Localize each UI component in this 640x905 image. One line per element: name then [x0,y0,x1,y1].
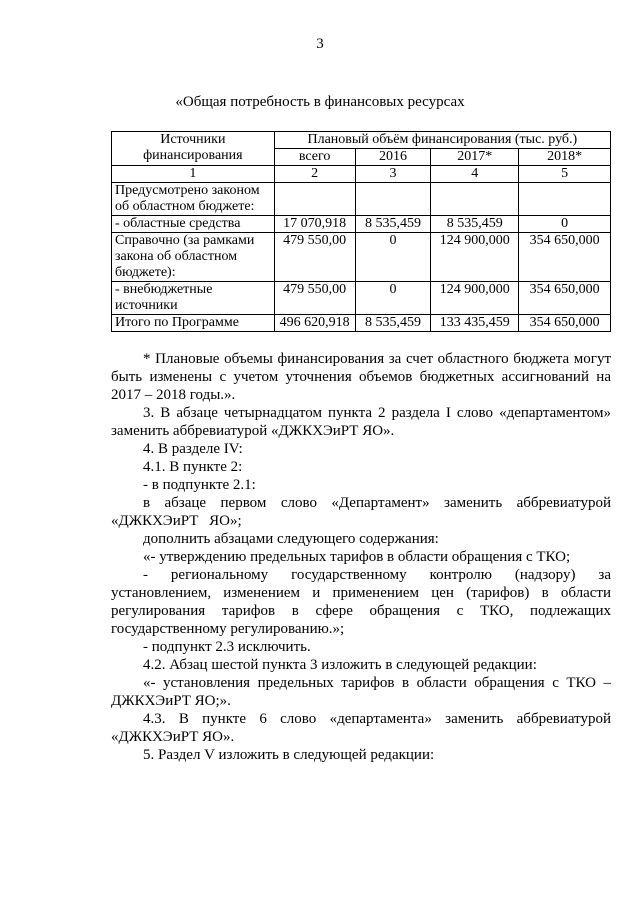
table-row [112,216,611,233]
paragraph: - в подпункте 2.1: [143,477,256,493]
col-header: 2018* [519,149,611,166]
col-number: 2 [274,166,355,183]
page-number: 3 [316,36,324,52]
row-value [431,183,519,216]
row-value: 8 535,459 [355,315,431,332]
row-value: 8 535,459 [431,216,519,233]
financing-table [111,131,611,332]
row-value: 479 550,00 [274,233,355,282]
row-value: 0 [355,233,431,282]
col-number: 3 [355,166,431,183]
paragraph: «- установления предельных тарифов в области обращения с ТКО – ДЖКХЭиРТ ЯО;». [111,675,611,709]
header-sources-line2: финансирования [143,148,243,163]
header-sources [112,132,275,166]
row-label: Итого по Программе [112,315,275,332]
row-value: 354 650,000 [519,315,611,332]
col-header: 2016 [355,149,431,166]
table-header-row [112,132,611,149]
row-value: 496 620,918 [274,315,355,332]
row-value: 8 535,459 [355,216,431,233]
row-value [519,183,611,216]
row-value [355,183,431,216]
paragraph: 4. В разделе IV: [143,441,243,457]
col-number-row [112,166,611,183]
row-value: 124 900,000 [431,233,519,282]
table-row [112,183,611,216]
row-value: 354 650,000 [519,282,611,315]
paragraph: 5. Раздел V изложить в следующей редакции: [143,747,435,763]
col-number: 5 [519,166,611,183]
paragraph: 4.2. Абзац шестой пункта 3 изложить в следующей редакции: [143,657,537,673]
table-row-total [112,315,611,332]
footnote-paragraph: * Плановые объемы финансирования за счет областного бюджета могут быть изменены с учетом уточнения объемов бюджетных ассигнований на 2017 – 2018 годы.». [111,351,611,403]
paragraph: 4.3. В пункте 6 слово «департамента» заменить аббревиатурой «ДЖКХЭиРТ ЯО». [111,711,611,745]
row-label: - внебюджетные источники [112,282,275,315]
row-value: 0 [355,282,431,315]
table-row [112,282,611,315]
col-header: 2017* [431,149,519,166]
paragraph: «- утверждению предельных тарифов в области обращения с ТКО; [143,549,571,565]
row-label: Предусмотрено законом об областном бюджете: [112,183,275,216]
paragraph: 4.1. В пункте 2: [143,459,243,475]
paragraph: 3. В абзаце четырнадцатом пункта 2 раздела I слово «департаментом» заменить аббревиатурой «ДЖКХЭиРТ ЯО». [111,405,611,439]
paragraph: в абзаце первом слово «Департамент» заменить аббревиатурой «ДЖКХЭиРТ ЯО»; [111,495,611,529]
row-value: 133 435,459 [431,315,519,332]
row-label: Справочно (за рамками закона об областном бюджете): [112,233,275,282]
row-value: 17 070,918 [274,216,355,233]
table-row [112,233,611,282]
col-number: 1 [112,166,275,183]
col-header: всего [274,149,355,166]
paragraph: - региональному государственному контролю (надзору) за установлением, изменением и применением цен (тарифов) в области регулирования тарифов в сфере обращения с ТКО, подлежащих государственному регулированию.»; [111,567,611,637]
row-value: 124 900,000 [431,282,519,315]
col-number: 4 [431,166,519,183]
document-body [111,350,611,764]
row-value [274,183,355,216]
header-sources-line1: Источники [160,132,226,147]
paragraph: - подпункт 2.3 исключить. [143,639,311,655]
row-value: 479 550,00 [274,282,355,315]
row-value: 0 [519,216,611,233]
table-title: «Общая потребность в финансовых ресурсах [175,94,465,110]
paragraph: дополнить абзацами следующего содержания: [143,531,439,547]
row-value: 354 650,000 [519,233,611,282]
row-label: - областные средства [112,216,275,233]
header-planned: Плановый объём финансирования (тыс. руб.) [274,132,610,149]
